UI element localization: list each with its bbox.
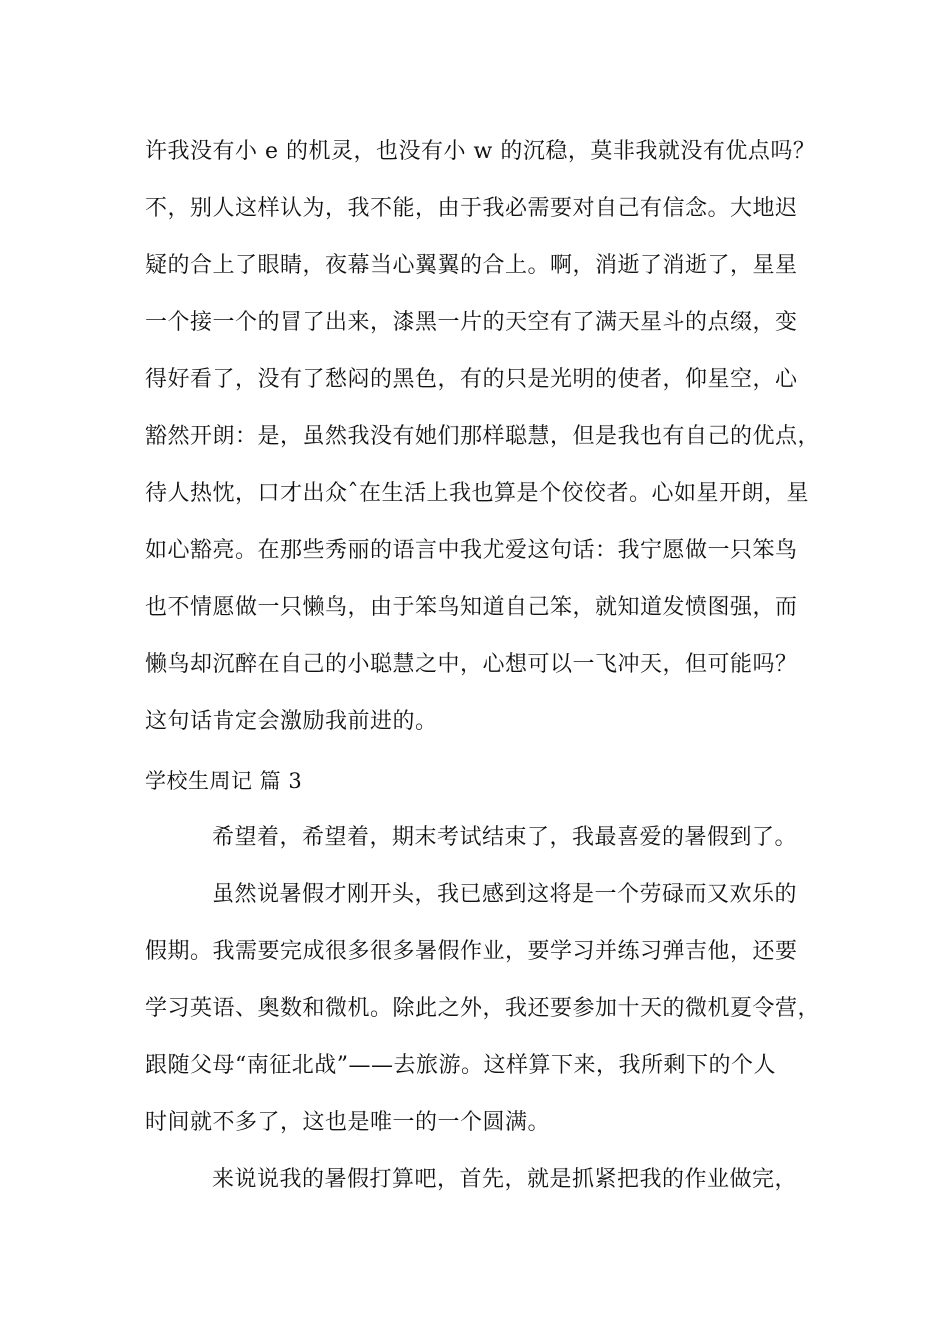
paragraph-line: 假期。我需要完成很多很多暑假作业，要学习并练习弹吉他，还要	[145, 939, 798, 964]
paragraph-line: 也不情愿做一只懒鸟，由于笨鸟知道自己笨，就知道发愤图强，而	[145, 595, 798, 620]
paragraph-line: 如心豁亮。在那些秀丽的语言中我尤爱这句话：我宁愿做一只笨鸟	[145, 538, 798, 563]
paragraph-line: 懒鸟却沉醉在自己的小聪慧之中，心想可以一飞冲天，但可能吗？	[145, 652, 798, 677]
paragraph-line: 跟随父母“南征北战”——去旅游。这样算下来，我所剩下的个人	[145, 1053, 776, 1078]
paragraph-line: 学习英语、奥数和微机。除此之外，我还要参加十天的微机夏令营，	[145, 996, 821, 1021]
paragraph-line: 时间就不多了，这也是唯一的一个圆满。	[145, 1110, 551, 1135]
paragraph-line: 虽然说暑假才刚开头，我已感到这将是一个劳碌而又欢乐的	[212, 882, 798, 907]
paragraph-line: 豁然开朗：是，虽然我没有她们那样聪慧，但是我也有自己的优点，	[145, 424, 821, 449]
section-heading: 学校生周记 篇 3	[145, 769, 303, 793]
paragraph-line: 不，别人这样认为，我不能，由于我必需要对自己有信念。大地迟	[145, 196, 798, 221]
paragraph-line: 来说说我的暑假打算吧，首先，就是抓紧把我的作业做完，	[212, 1167, 798, 1192]
paragraph-line: 希望着，希望着，期末考试结束了，我最喜爱的暑假到了。	[212, 825, 798, 850]
paragraph-line: 待人热忱，口才出众ˆ在生活上我也算是个佼佼者。心如星开朗，星	[145, 481, 810, 506]
paragraph-line: 得好看了，没有了愁闷的黑色，有的只是光明的使者，仰星空，心	[145, 367, 798, 392]
paragraph-line: 许我没有小 e 的机灵，也没有小 w 的沉稳，莫非我就没有优点吗？	[145, 139, 816, 164]
paragraph-line: 这句话肯定会激励我前进的。	[145, 709, 438, 734]
paragraph-line: 一个接一个的冒了出来，漆黑一片的天空有了满天星斗的点缀，变	[145, 310, 798, 335]
paragraph-line: 疑的合上了眼睛，夜幕当心翼翼的合上。啊，消逝了消逝了，星星	[145, 253, 798, 278]
